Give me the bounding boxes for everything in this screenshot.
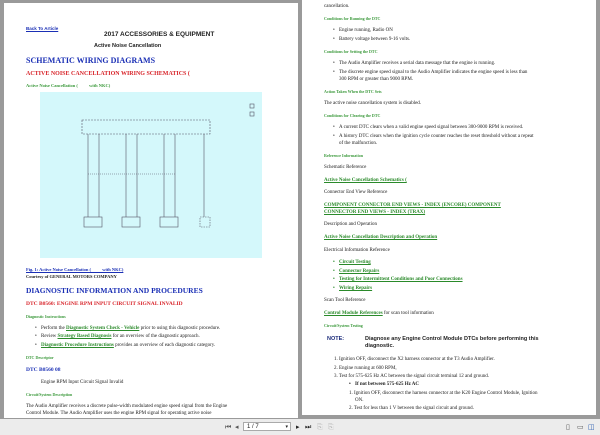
- instruction-item: [41, 342, 215, 349]
- section-label: Conditions for Clearing the DTC: [324, 113, 381, 118]
- circuit-description-label: Circuit/System Description: [26, 392, 73, 397]
- strategy-based-diagnosis-link[interactable]: Strategy Based Diagnosis: [57, 334, 112, 339]
- anc-subheading: Active Noise Cancellation ( with NKC): [26, 83, 111, 88]
- diag-instructions-label: Diagnostic Instructions: [26, 314, 66, 319]
- paragraph-line: The Audio Amplifier receives a discrete pulse-width modulated engine speed signal from the Engine: [26, 404, 228, 409]
- dtc-description: Engine RPM Input Circuit Signal Invalid: [41, 380, 124, 385]
- text-line: cancellation.: [324, 4, 350, 9]
- section-label: Conditions for Running the DTC: [324, 16, 381, 21]
- page-number: 1 / 7: [247, 424, 259, 430]
- component-connector-link[interactable]: CONNECTOR END VIEWS - INDEX (TRAX): [324, 210, 426, 215]
- section-label: Reference Information: [324, 153, 363, 158]
- anc-schematics-link[interactable]: Active Noise Cancellation Schematics (: [324, 178, 407, 183]
- sub-step: 1. Ignition OFF, disconnect the harness connector at the K20 Engine Control Module, Ignition: [349, 391, 538, 396]
- back-to-article-link[interactable]: Back To Article: [26, 26, 59, 31]
- figure-caption[interactable]: Fig. 1: Active Noise Cancellation ( with NKC): [26, 267, 124, 272]
- connector-repairs-link[interactable]: • Connector Repairs: [339, 268, 379, 275]
- text-line: Electrical Information Reference: [324, 248, 390, 253]
- control-module-line: [324, 310, 434, 317]
- diag-system-check-link[interactable]: Diagnostic System Check - Vehicle: [66, 326, 140, 331]
- step: 2. Engine running at 600 RPM,: [334, 366, 397, 371]
- note-text: Diagnose any Engine Control Module DTCs before performing this: [365, 336, 539, 342]
- heading-dtc: DTC B0560: ENGINE RPM INPUT CIRCUIT SIGNAL INVALID: [26, 301, 183, 307]
- intermittent-testing-link[interactable]: • Testing for Intermittent Conditions and Poor Connections: [339, 276, 463, 283]
- next-page-icon[interactable]: ▸: [296, 423, 300, 431]
- heading-anc-schematics: ACTIVE NOISE CANCELLATION WIRING SCHEMATICS (: [26, 71, 190, 77]
- component-connector-link[interactable]: COMPONENT CONNECTOR END VIEWS - INDEX (ENCORE) COMPONENT: [324, 203, 501, 208]
- single-page-icon[interactable]: ▯: [566, 423, 570, 431]
- list-item-cont: of the malfunction.: [339, 141, 378, 146]
- section-label: Action Taken When the DTC Sets: [324, 89, 382, 94]
- forward-view-icon[interactable]: ⎘: [328, 423, 334, 431]
- list-item: • The discrete engine speed signal to the Audio Amplifier indicates the engine speed is less than: [339, 69, 527, 76]
- paragraph-line: Control Module. The Audio Amplifier uses the engine RPM signal for operating active noise: [26, 411, 212, 416]
- prev-page-icon[interactable]: ◂: [235, 423, 239, 431]
- list-item-cont: 300 RPM or greater than 9000 RPM.: [339, 77, 414, 82]
- text: Review: [41, 334, 58, 339]
- chevron-down-icon: ▾: [285, 424, 288, 430]
- text-line: Connector End View Reference: [324, 190, 388, 195]
- two-page-view-icon[interactable]: ◫: [588, 423, 595, 431]
- first-page-icon[interactable]: ⏮: [225, 423, 232, 431]
- schematic-drawing: [40, 92, 262, 258]
- text: for scan tool information: [382, 311, 434, 316]
- continuous-page-icon[interactable]: ▭: [577, 423, 584, 431]
- dtc-code: DTC B0560 08: [26, 367, 61, 373]
- text: provides an overview of each diagnostic category.: [113, 343, 216, 348]
- doc-title: 2017 ACCESSORIES & EQUIPMENT: [104, 31, 215, 38]
- circuit-testing-link[interactable]: • Circuit Testing: [339, 259, 371, 266]
- instruction-item: [41, 325, 220, 332]
- wiring-repairs-link[interactable]: • Wiring Repairs: [339, 285, 372, 292]
- text-line: Scan Tool Reference: [324, 298, 366, 303]
- heading-schematic: SCHEMATIC WIRING DIAGRAMS: [26, 56, 156, 65]
- step: 3. Test for 575-625 Hz AC between the signal circuit terminal 12 and ground.: [334, 374, 489, 379]
- back-view-icon[interactable]: ⎘: [317, 423, 323, 431]
- instruction-item: [41, 333, 200, 340]
- text: prior to using this diagnostic procedure.: [139, 326, 221, 331]
- viewer-toolbar: [0, 419, 600, 435]
- last-page-icon[interactable]: ⏭: [305, 423, 312, 431]
- wiring-diagram: [40, 92, 262, 258]
- list-item: • Engine running, Radio ON: [339, 27, 393, 34]
- text-line: The active noise cancellation system is disabled.: [324, 101, 422, 106]
- list-item: • A history DTC clears when the ignition cycle counter reaches the reset threshold without a repeat: [339, 133, 534, 140]
- courtesy-line: Courtesy of GENERAL MOTORS COMPANY: [26, 274, 117, 279]
- section-label: Circuit/System Testing: [324, 323, 363, 328]
- text: for an overview of the diagnostic approach.: [111, 334, 200, 339]
- list-item: • A current DTC clears when a valid engine speed signal between 300-9000 RPM is received.: [339, 124, 523, 131]
- text: Perform the: [41, 326, 66, 331]
- text-line: Schematic Reference: [324, 165, 367, 170]
- sub-step: 2. Test for less than 1 V between the signal circuit and ground.: [349, 406, 474, 411]
- list-item: • Battery voltage between 9-16 volts.: [339, 36, 410, 43]
- dtc-descriptor-label: DTC Descriptor: [26, 355, 54, 360]
- left-page: [4, 3, 298, 418]
- sub-step-cont: ON.: [355, 398, 364, 403]
- section-label: Conditions for Setting the DTC: [324, 49, 378, 54]
- right-page: [302, 0, 596, 415]
- control-module-link[interactable]: Control Module References: [324, 311, 383, 316]
- text-line: Description and Operation: [324, 222, 378, 227]
- note-text: diagnostic.: [365, 343, 395, 349]
- condition-branch: • If not between 575-625 Hz AC: [355, 381, 419, 388]
- list-item: • The Audio Amplifier receives a serial data message that the engine is running.: [339, 60, 495, 67]
- page-selector[interactable]: [243, 422, 291, 431]
- diag-procedure-instructions-link[interactable]: Diagnostic Procedure Instructions: [41, 343, 114, 348]
- doc-subtitle: Active Noise Cancellation: [94, 43, 162, 49]
- step: 1. Ignition OFF, disconnect the X2 harness connector at the T3 Audio Amplifier.: [334, 357, 495, 362]
- heading-diagnostic: DIAGNOSTIC INFORMATION AND PROCEDURES: [26, 286, 203, 295]
- note-label: NOTE:: [327, 336, 345, 342]
- anc-description-link[interactable]: Active Noise Cancellation Description and Operation: [324, 235, 438, 240]
